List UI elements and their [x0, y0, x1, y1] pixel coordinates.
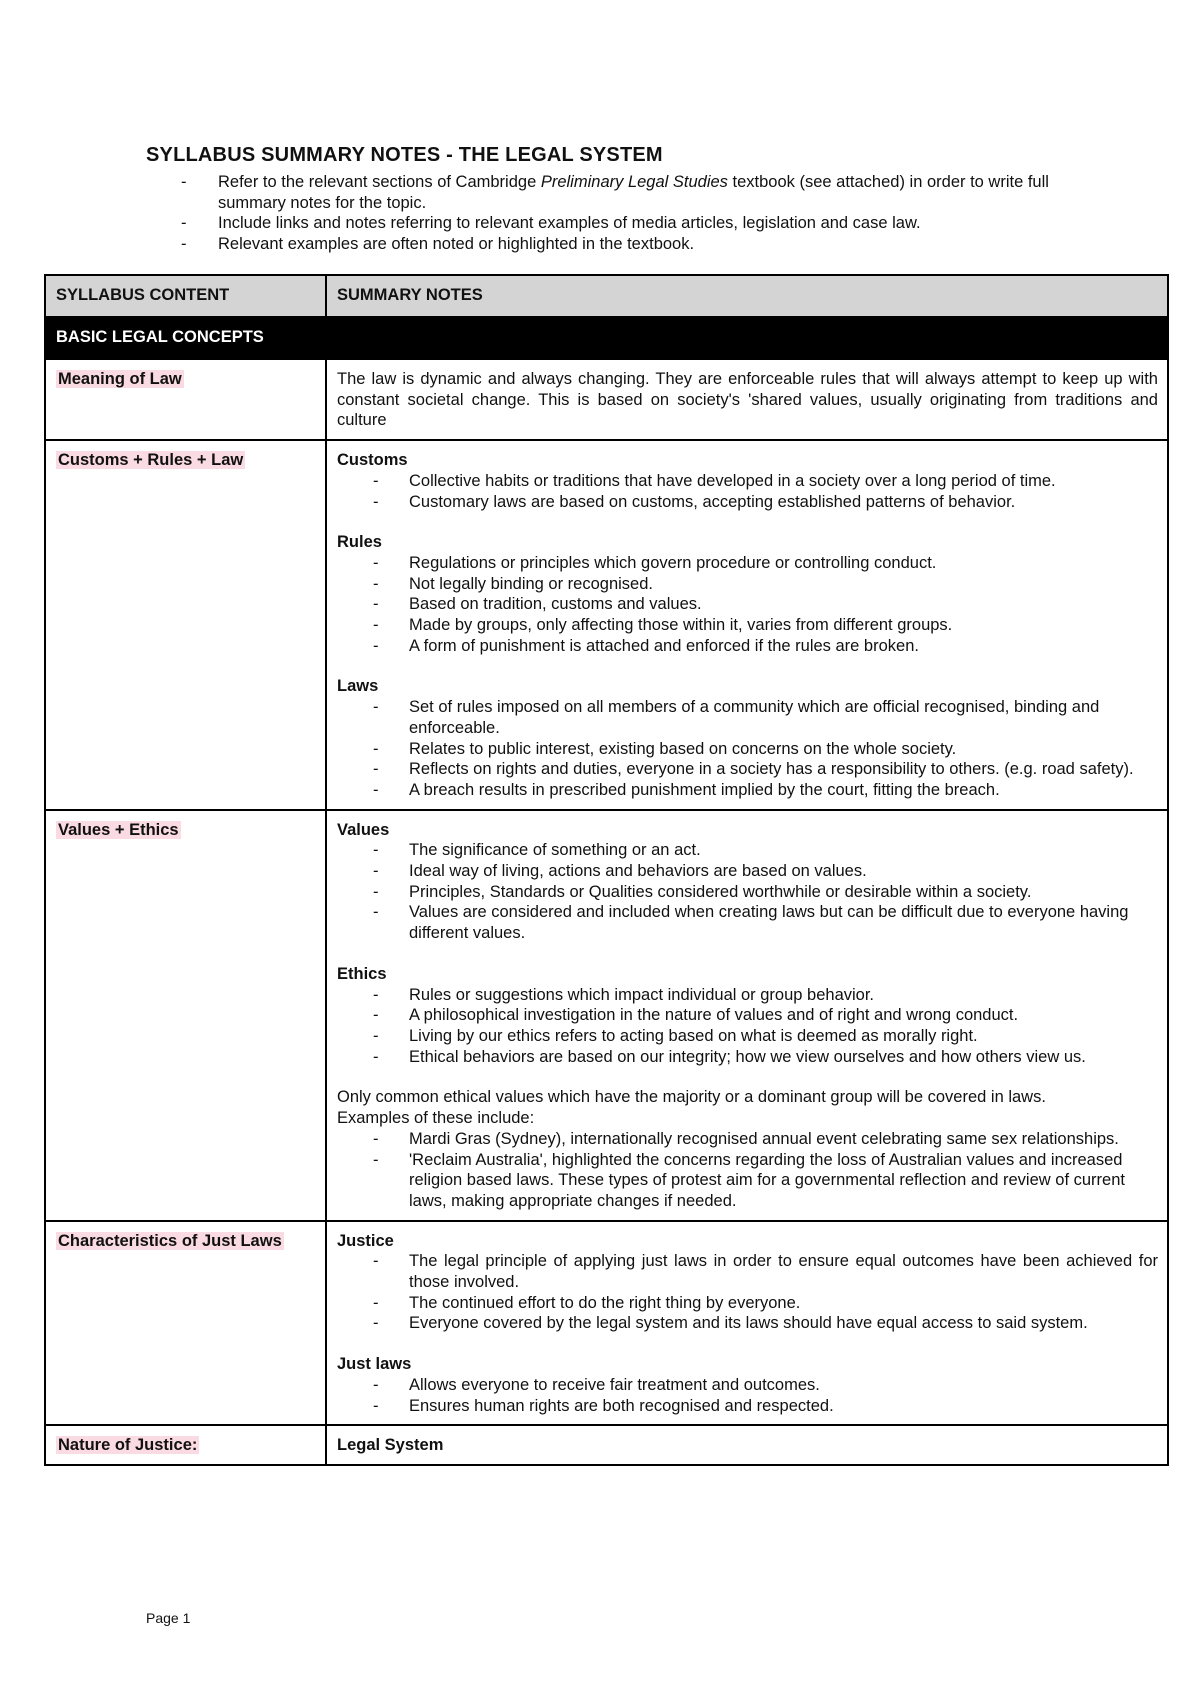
bullet-dash: -	[373, 841, 379, 860]
list-item-text: A breach results in prescribed punishment implied by the court, fitting the breach.	[409, 780, 1000, 799]
section-heading: BASIC LEGAL CONCEPTS	[45, 317, 1168, 359]
bullet-dash: -	[373, 1314, 379, 1333]
list-item	[337, 1150, 1158, 1212]
list-item	[337, 861, 1158, 882]
list-item	[337, 1251, 1158, 1292]
list-item	[337, 840, 1158, 861]
bullet-dash: -	[181, 173, 187, 191]
topic-label: Customs + Rules + Law	[58, 451, 244, 470]
intro-list	[146, 172, 1076, 254]
list-item-text: Made by groups, only affecting those within it, varies from different groups.	[409, 616, 953, 635]
list-item-text: Reflects on rights and duties, everyone in a society has a responsibility to others. (e.g. road safety).	[409, 760, 1134, 779]
list-item-text: Regulations or principles which govern procedure or controlling conduct.	[409, 553, 937, 572]
bullet-dash: -	[373, 636, 379, 655]
intro-item	[146, 234, 1076, 255]
table-row	[45, 440, 1168, 810]
subheading: Laws	[337, 677, 379, 696]
bullet-dash: -	[373, 1375, 379, 1394]
list-item-text: Values are considered and included when creating laws but can be difficult due to everyone having different values.	[409, 903, 1129, 943]
bullet-dash: -	[373, 698, 379, 717]
notes-paragraph: The law is dynamic and always changing. They are enforceable rules that will always attempt to keep up with constant societal change. This is based on society's 'shared values, usually originating from traditions and culture	[337, 370, 1158, 430]
list-item-text: Collective habits or traditions that have developed in a society over a long period of time.	[409, 471, 1056, 490]
bullet-dash: -	[373, 1047, 379, 1066]
bullet-list	[337, 471, 1158, 512]
list-item	[337, 985, 1158, 1006]
bullet-list	[337, 985, 1158, 1068]
list-item	[337, 636, 1158, 657]
textbook-title: Preliminary Legal Studies	[540, 173, 728, 191]
intro-text: Include links and notes referring to relevant examples of media articles, legislation and case law.	[218, 214, 921, 232]
list-item	[337, 1313, 1158, 1334]
list-item	[337, 492, 1158, 513]
topic-label: Characteristics of Just Laws	[58, 1231, 282, 1250]
document-title: SYLLABUS SUMMARY NOTES - THE LEGAL SYSTEM	[146, 144, 663, 166]
bullet-dash: -	[373, 471, 379, 490]
page-number: Page 1	[146, 1610, 191, 1626]
bullet-list	[337, 1129, 1158, 1212]
notes-paragraph: Examples of these include:	[337, 1109, 535, 1128]
table-row	[45, 359, 1168, 440]
subheading: Values	[337, 820, 390, 839]
topic-cell	[45, 810, 326, 1221]
intro-text: Refer to the relevant sections of Cambridge Preliminary Legal Studies textbook (see attached) in order to write full summary notes for the topic.	[218, 173, 1049, 212]
table-row	[45, 1221, 1168, 1426]
bullet-dash: -	[373, 595, 379, 614]
subheading: Rules	[337, 533, 382, 552]
bullet-dash: -	[373, 1293, 379, 1312]
list-item-text: Principles, Standards or Qualities considered worthwhile or desirable within a society.	[409, 882, 1032, 901]
list-item	[337, 1293, 1158, 1314]
topic-label: Nature of Justice:	[58, 1436, 198, 1455]
list-item-text: Based on tradition, customs and values.	[409, 595, 702, 614]
bullet-dash: -	[373, 760, 379, 779]
list-item	[337, 594, 1158, 615]
bullet-dash: -	[373, 553, 379, 572]
bullet-dash: -	[373, 574, 379, 593]
list-item-text: A philosophical investigation in the nature of values and of right and wrong conduct.	[409, 1006, 1019, 1025]
list-item-text: A form of punishment is attached and enforced if the rules are broken.	[409, 636, 919, 655]
topic-cell	[45, 1221, 326, 1426]
bullet-dash: -	[373, 1026, 379, 1045]
list-item-text: The legal principle of applying just laws in order to ensure equal outcomes have been achieved for those involved.	[409, 1252, 1158, 1292]
list-item	[337, 1005, 1158, 1026]
bullet-dash: -	[181, 234, 187, 253]
bullet-list	[337, 1375, 1158, 1416]
list-item-text: Ideal way of living, actions and behaviors are based on values.	[409, 862, 867, 881]
bullet-list	[337, 840, 1158, 944]
topic-label: Meaning of Law	[58, 370, 182, 388]
list-item	[337, 697, 1158, 738]
bullet-list	[337, 697, 1158, 801]
list-item-text: Mardi Gras (Sydney), internationally recognised annual event celebrating same sex relationships.	[409, 1129, 1119, 1148]
topic-cell	[45, 440, 326, 810]
list-item-text: 'Reclaim Australia', highlighted the concerns regarding the loss of Australian values and increased religion based laws. These types of protest aim for a governmental reflection and review of current laws, making appropriate changes if needed.	[409, 1150, 1125, 1210]
bullet-dash: -	[373, 1150, 379, 1169]
table-row	[45, 810, 1168, 1221]
intro-item	[146, 213, 1076, 234]
list-item-text: Ethical behaviors are based on our integrity; how we view ourselves and how others view us.	[409, 1047, 1086, 1066]
list-item	[337, 1129, 1158, 1150]
section-row	[45, 317, 1168, 359]
bullet-dash: -	[373, 862, 379, 881]
list-item-text: Allows everyone to receive fair treatment and outcomes.	[409, 1375, 820, 1394]
list-item	[337, 471, 1158, 492]
bullet-dash: -	[373, 903, 379, 922]
bullet-list	[337, 553, 1158, 657]
table-header-row	[45, 275, 1168, 317]
bullet-dash: -	[373, 616, 379, 635]
list-item	[337, 1026, 1158, 1047]
bullet-list	[337, 1251, 1158, 1334]
notes-cell	[326, 1221, 1168, 1426]
list-item	[337, 1375, 1158, 1396]
intro-text: Relevant examples are often noted or highlighted in the textbook.	[218, 234, 695, 253]
notes-cell	[326, 1425, 1168, 1465]
subheading: Just laws	[337, 1355, 412, 1374]
topic-cell	[45, 1425, 326, 1465]
list-item	[337, 759, 1158, 780]
list-item-text: Set of rules imposed on all members of a community which are official recognised, binding and enforceable.	[409, 698, 1100, 737]
list-item-text: The significance of something or an act.	[409, 841, 701, 860]
list-item	[337, 739, 1158, 760]
bullet-dash: -	[373, 1396, 379, 1415]
subheading: Customs	[337, 451, 408, 470]
bullet-dash: -	[373, 882, 379, 901]
bullet-dash: -	[373, 780, 379, 799]
list-item	[337, 780, 1158, 801]
list-item-text: Everyone covered by the legal system and its laws should have equal access to said system.	[409, 1314, 1088, 1333]
list-item	[337, 574, 1158, 595]
list-item-text: Relates to public interest, existing based on concerns on the whole society.	[409, 739, 957, 758]
list-item	[337, 1396, 1158, 1417]
bullet-dash: -	[373, 739, 379, 758]
list-item-text: Ensures human rights are both recognised and respected.	[409, 1396, 834, 1415]
bullet-dash: -	[373, 985, 379, 1004]
list-item	[337, 1047, 1158, 1068]
bullet-dash: -	[373, 1006, 379, 1025]
bullet-dash: -	[181, 214, 187, 232]
bullet-dash: -	[373, 492, 379, 511]
list-item	[337, 882, 1158, 903]
notes-cell	[326, 440, 1168, 810]
list-item	[337, 615, 1158, 636]
intro-item	[146, 172, 1076, 213]
table-row	[45, 1425, 1168, 1465]
subheading: Legal System	[337, 1436, 444, 1455]
notes-cell	[326, 359, 1168, 440]
notes-paragraph: Only common ethical values which have the majority or a dominant group will be covered in laws.	[337, 1088, 1046, 1107]
summary-table	[44, 274, 1169, 1466]
list-item-text: Customary laws are based on customs, accepting established patterns of behavior.	[409, 492, 1016, 511]
list-item	[337, 553, 1158, 574]
bullet-dash: -	[373, 1129, 379, 1148]
topic-cell	[45, 359, 326, 440]
bullet-dash: -	[373, 1252, 379, 1271]
column-header-syllabus: SYLLABUS CONTENT	[45, 275, 326, 317]
list-item-text: Rules or suggestions which impact individual or group behavior.	[409, 985, 875, 1004]
column-header-summary: SUMMARY NOTES	[326, 275, 1168, 317]
notes-cell	[326, 810, 1168, 1221]
subheading: Justice	[337, 1231, 394, 1250]
subheading: Ethics	[337, 964, 387, 983]
list-item-text: Living by our ethics refers to acting based on what is deemed as morally right.	[409, 1026, 978, 1045]
list-item-text: Not legally binding or recognised.	[409, 574, 653, 593]
topic-label: Values + Ethics	[58, 820, 179, 839]
list-item	[337, 902, 1158, 943]
list-item-text: The continued effort to do the right thing by everyone.	[409, 1293, 801, 1312]
